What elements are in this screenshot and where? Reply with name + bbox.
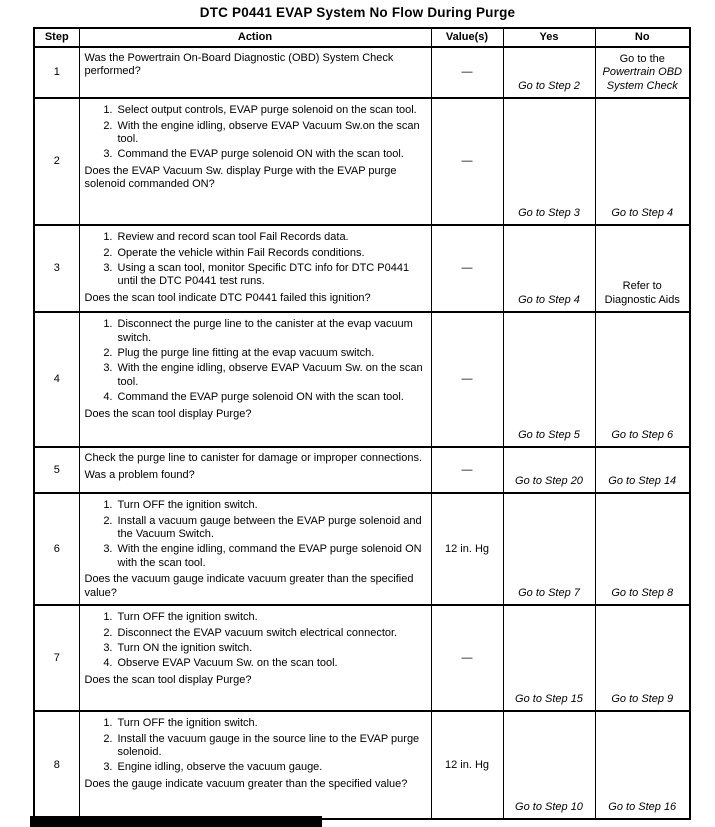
- action-question: Does the scan tool display Purge?: [84, 673, 252, 686]
- item-number: 1.: [103, 104, 113, 117]
- action-question: Does the gauge indicate vacuum greater than the specified value?: [84, 777, 408, 790]
- yes-cell: [503, 47, 595, 98]
- action-list-item: [97, 733, 426, 760]
- no-text: System Check: [606, 79, 678, 92]
- action-cell: [79, 711, 431, 819]
- item-number: 3.: [103, 148, 113, 161]
- item-text: Install a vacuum gauge between the EVAP purge solenoid and the Vacuum Switch.: [117, 514, 422, 541]
- table-row: [34, 47, 690, 98]
- action-list-item: [97, 231, 426, 244]
- item-number: 3.: [103, 642, 113, 655]
- value-cell: —: [431, 605, 503, 711]
- action-pre-text: Check the purge line to canister for damage or improper connections.: [84, 452, 423, 465]
- action-cell: [79, 312, 431, 447]
- table-body: [34, 47, 690, 819]
- no-text: Go to Step 4: [611, 206, 674, 219]
- item-number: 4.: [103, 391, 113, 404]
- item-text: Select output controls, EVAP purge solenoid on the scan tool.: [117, 104, 417, 117]
- action-list-item: [97, 120, 426, 147]
- value-cell: 12 in. Hg: [431, 711, 503, 819]
- yes-text: Go to Step 4: [518, 293, 580, 306]
- action-question: Does the scan tool indicate DTC P0441 failed this ignition?: [84, 291, 371, 304]
- yes-text: Go to Step 7: [518, 586, 580, 599]
- header-step: Step: [34, 28, 79, 47]
- step-cell: 6: [34, 493, 79, 605]
- action-cell: [79, 605, 431, 711]
- item-number: 2.: [103, 246, 113, 259]
- no-text: Go to Step 6: [611, 428, 674, 441]
- value-cell: —: [431, 47, 503, 98]
- action-cell: [79, 47, 431, 98]
- table-row: [34, 711, 690, 819]
- item-number: 2.: [103, 119, 113, 132]
- step-cell: 2: [34, 98, 79, 225]
- item-text: Engine idling, observe the vacuum gauge.: [117, 761, 323, 774]
- item-number: 1.: [103, 499, 113, 512]
- no-cell: [595, 312, 690, 447]
- item-text: Install the vacuum gauge in the source line to the EVAP purge solenoid.: [117, 732, 420, 759]
- item-number: 1.: [103, 231, 113, 244]
- yes-cell: [503, 447, 595, 493]
- header-values: Value(s): [431, 28, 503, 47]
- item-number: 2.: [103, 732, 113, 745]
- no-text: Diagnostic Aids: [604, 293, 680, 306]
- value-cell: —: [431, 98, 503, 225]
- item-number: 1.: [103, 717, 113, 730]
- value-cell: 12 in. Hg: [431, 493, 503, 605]
- action-list-item: [97, 543, 426, 570]
- action-list-item: [97, 761, 426, 774]
- step-cell: 1: [34, 47, 79, 98]
- page-title: DTC P0441 EVAP System No Flow During Purge: [199, 5, 516, 20]
- item-number: 1.: [103, 611, 113, 624]
- action-list-item: [97, 347, 426, 360]
- item-number: 2.: [103, 347, 113, 360]
- no-text: Go to Step 14: [608, 474, 677, 487]
- action-list-item: [97, 362, 426, 389]
- item-text: With the engine idling, command the EVAP purge solenoid ON with the scan tool.: [117, 543, 422, 569]
- action-list-item: [97, 627, 426, 640]
- table-row: [34, 312, 690, 447]
- yes-cell: [503, 605, 595, 711]
- yes-cell: [503, 312, 595, 447]
- value-cell: —: [431, 447, 503, 493]
- item-text: Turn ON the ignition switch.: [117, 642, 253, 655]
- action-list-item: [97, 391, 426, 404]
- table-row: [34, 605, 690, 711]
- no-cell: [595, 447, 690, 493]
- action-cell: [79, 447, 431, 493]
- no-cell: [595, 493, 690, 605]
- action-list-item: [97, 717, 426, 730]
- step-cell: 4: [34, 312, 79, 447]
- action-list-item: [97, 262, 426, 289]
- action-question: Does the EVAP Vacuum Sw. display Purge with the EVAP purge solenoid commanded ON?: [84, 164, 397, 191]
- table-row: [34, 225, 690, 312]
- item-text: Review and record scan tool Fail Records data.: [117, 231, 349, 244]
- action-list-item: [97, 657, 426, 670]
- yes-text: Go to Step 3: [518, 206, 580, 219]
- item-number: 2.: [103, 626, 113, 639]
- yes-cell: [503, 225, 595, 312]
- item-text: With the engine idling, observe EVAP Vacuum Sw. on the scan tool.: [117, 362, 423, 388]
- item-number: 2.: [103, 514, 113, 527]
- action-list-item: [97, 642, 426, 655]
- action-list-item: [97, 318, 426, 345]
- step-cell: 3: [34, 225, 79, 312]
- no-cell: [595, 98, 690, 225]
- step-cell: 5: [34, 447, 79, 493]
- action-pre-text: Was the Powertrain On-Board Diagnostic (OBD) System Check performed?: [84, 52, 394, 78]
- item-text: Command the EVAP purge solenoid ON with the scan tool.: [117, 148, 404, 161]
- action-list-item: [97, 104, 426, 117]
- table-row: [34, 447, 690, 493]
- table-row: [34, 98, 690, 225]
- no-cell: [595, 605, 690, 711]
- yes-text: Go to Step 2: [518, 79, 580, 92]
- item-text: Disconnect the EVAP vacuum switch electrical connector.: [117, 626, 398, 639]
- item-text: With the engine idling, observe EVAP Vacuum Sw.on the scan tool.: [117, 119, 420, 146]
- item-number: 4.: [103, 657, 113, 670]
- header-action: Action: [79, 28, 431, 47]
- yes-text: Go to Step 10: [515, 800, 583, 813]
- no-cell: [595, 47, 690, 98]
- no-cell: [595, 711, 690, 819]
- action-cell: [79, 493, 431, 605]
- no-text: Powertrain OBD: [602, 66, 682, 79]
- step-cell: 7: [34, 605, 79, 711]
- table-row: [34, 493, 690, 605]
- yes-text: Go to Step 15: [515, 692, 583, 705]
- value-cell: —: [431, 225, 503, 312]
- yes-text: Go to Step 5: [518, 428, 580, 441]
- item-number: 3.: [103, 362, 113, 375]
- step-cell: 8: [34, 711, 79, 819]
- action-cell: [79, 98, 431, 225]
- action-cell: [79, 225, 431, 312]
- yes-cell: [503, 711, 595, 819]
- diagnostic-table: [33, 27, 691, 820]
- header-no: No: [595, 28, 690, 47]
- item-text: Observe EVAP Vacuum Sw. on the scan tool.: [117, 657, 338, 670]
- item-number: 1.: [103, 318, 113, 331]
- yes-cell: [503, 493, 595, 605]
- action-list-item: [97, 515, 426, 542]
- action-list-item: [97, 499, 426, 512]
- item-text: Disconnect the purge line to the canister at the evap vacuum switch.: [117, 318, 413, 344]
- item-text: Turn OFF the ignition switch.: [117, 717, 258, 730]
- scan-artifact-bar: [30, 816, 322, 827]
- item-number: 3.: [103, 761, 113, 774]
- header-yes: Yes: [503, 28, 595, 47]
- item-text: Command the EVAP purge solenoid ON with the scan tool.: [117, 391, 404, 404]
- action-list-item: [97, 611, 426, 624]
- item-text: Using a scan tool, monitor Specific DTC info for DTC P0441 until the DTC P0441 test runs.: [117, 262, 410, 288]
- item-number: 3.: [103, 262, 113, 275]
- value-cell: —: [431, 312, 503, 447]
- no-text: Go to the: [619, 53, 665, 65]
- action-question: Does the scan tool display Purge?: [84, 407, 252, 420]
- yes-text: Go to Step 20: [515, 474, 583, 487]
- item-text: Plug the purge line fitting at the evap vacuum switch.: [117, 347, 375, 360]
- header-row: [34, 28, 690, 47]
- action-question: Was a problem found?: [84, 468, 195, 481]
- no-cell: [595, 225, 690, 312]
- item-number: 3.: [103, 543, 113, 556]
- no-text: Go to Step 9: [611, 692, 674, 705]
- no-text: Go to Step 8: [611, 586, 674, 599]
- no-text: Refer to: [622, 280, 662, 293]
- action-question: Does the vacuum gauge indicate vacuum greater than the specified value?: [84, 573, 414, 599]
- action-list-item: [97, 148, 426, 161]
- action-list-item: [97, 247, 426, 260]
- item-text: Operate the vehicle within Fail Records conditions.: [117, 246, 365, 259]
- table-header: [34, 28, 690, 47]
- item-text: Turn OFF the ignition switch.: [117, 499, 258, 512]
- yes-cell: [503, 98, 595, 225]
- item-text: Turn OFF the ignition switch.: [117, 611, 258, 624]
- no-text: Go to Step 16: [608, 800, 677, 813]
